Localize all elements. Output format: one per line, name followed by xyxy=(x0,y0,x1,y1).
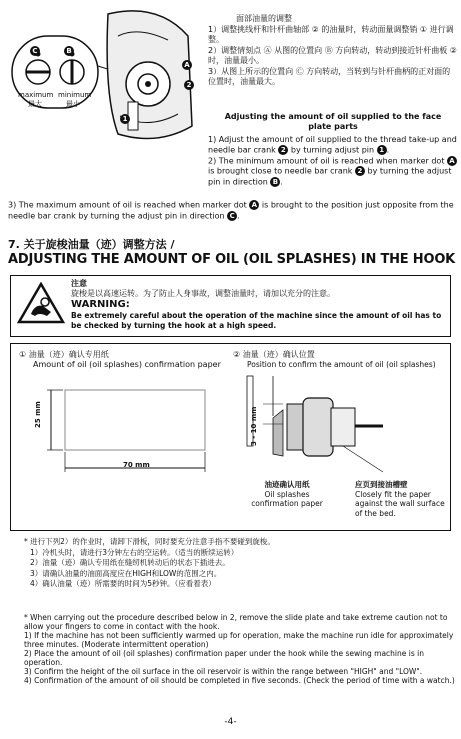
page-number: -4- xyxy=(224,717,237,727)
marker-1-badge: 1 xyxy=(377,145,387,155)
notes-cn-item: 1）冷机头时，请进行3分钟左右的空运转。（适当的断续运转） xyxy=(30,547,239,557)
warning-box xyxy=(10,275,451,337)
fit-paper-label xyxy=(355,480,445,518)
maximum-label: maximum xyxy=(18,91,54,99)
splash-paper-label-en1: Oil splashes xyxy=(264,489,310,499)
minimum-label: minimum xyxy=(58,91,92,99)
paper-width-dim: 70 mm xyxy=(123,461,150,469)
hook-title-en: Position to confirm the amount of oil (oil splashes) xyxy=(247,360,436,369)
oil-supply-item-3: 3) The maximum amount of oil is reached when marker dot A is brought to the position just opposite from the needle bar crank by turning the adjust pin in direction C . xyxy=(8,200,454,220)
notes-en-intro: * When carrying out the procedure described below in 2, remove the slide plate and take extreme caution not to allow your fingers to come in contact with the hook. xyxy=(24,613,448,631)
section-title xyxy=(8,238,458,267)
paper-height-dim: 25 mm xyxy=(34,401,42,428)
item2-text-c: by turning the adjust pin in direction xyxy=(208,166,452,186)
warning-text-en: Be extremely careful about the operation of the machine since the amount of oil has to be checked by turning the hook at a high speed. xyxy=(71,311,442,330)
hook-title-cn xyxy=(233,350,448,360)
marker-a-badge: A xyxy=(249,200,259,210)
notes-cn-item: 2）油量（迹）确认专用纸在缝纫机转动后的状态下插进去。 xyxy=(30,558,230,567)
notes-cn-intro-text: 进行下列2）的作业时，请卸下滑板，同时要充分注意手指不要碰到旋梭。 xyxy=(30,537,275,546)
oil-supply-item-cn: 2）调整情刻点 Ⓐ 从图的位置向 Ⓑ 方向转动，转动到接近针杆曲板 ② 时，油量最小。 xyxy=(208,45,457,65)
item1-text-b: by turning adjust pin xyxy=(290,145,375,155)
notes-cn xyxy=(24,537,454,590)
hook-title-cn-text: 油量（迹）确认位置 xyxy=(242,350,315,359)
warning-label-en: WARNING: xyxy=(71,299,130,310)
fit-paper-label-en: Closely fit the paper against the wall surface of the bed. xyxy=(355,489,445,518)
oil-adjust-figure xyxy=(8,6,198,156)
marker-2-label: 2 xyxy=(184,80,194,90)
marker-c-label: C xyxy=(30,46,40,56)
confirmation-panel xyxy=(10,343,451,531)
paper-title-en: Amount of oil (oil splashes) confirmation paper xyxy=(33,360,221,369)
item3-text-a: 3) The maximum amount of oil is reached when marker dot xyxy=(8,200,247,210)
marker-a-badge: A xyxy=(447,156,457,166)
notes-en-item: 4) Confirmation of the amount of oil should be completed in five seconds. (Check the period of time with a watch.) xyxy=(24,676,455,685)
item3-text-b: is brought to the position just opposite from the needle bar crank by turning the adjust pin in direction xyxy=(8,200,454,220)
item1-text-a: 1) Adjust the amount of oil supplied to the thread take-up and needle bar crank xyxy=(208,135,457,155)
minimum-label-cn: 最小 xyxy=(66,100,80,108)
warning-text xyxy=(71,279,446,330)
oil-supply-instructions-en xyxy=(208,112,458,187)
warning-text-cn: 旋梭是以高速运转。为了防止人身事故，调整油量时，请加以充分的注意。 xyxy=(71,289,335,298)
marker-2-badge: 2 xyxy=(278,145,288,155)
hook-num: ② xyxy=(233,350,241,359)
paper-num: ① xyxy=(19,350,27,359)
oil-supply-item-1: 1) Adjust the amount of oil supplied to the thread take-up and needle bar crank 2 by turning adjust pin 1 . xyxy=(208,135,457,155)
item2-text-b: is brought close to needle bar crank xyxy=(208,166,353,176)
marker-a-label: A xyxy=(182,60,192,70)
gap-dim: 3 - 10 mm xyxy=(250,406,258,446)
marker-2-badge: 2 xyxy=(355,166,365,176)
oil-supply-item-cn: 3）从图上所示的位置向 Ⓒ 方向转动，当转到与针杆曲柄的正对面的位置时，油量最大。 xyxy=(208,66,451,86)
oil-supply-heading-cn: 面部油量的调整 xyxy=(236,14,292,23)
section-title-en: ADJUSTING THE AMOUNT OF OIL (OIL SPLASHES) IN THE HOOK xyxy=(8,252,456,267)
marker-b-label: B xyxy=(64,46,74,56)
fit-paper-label-cn: 应页到接油槽壁 xyxy=(355,480,408,489)
marker-b-badge: B xyxy=(270,177,280,187)
oil-supply-item-2: 2) The minimum amount of oil is reached when marker dot A is brought close to needle bar crank 2 by turning the adjust pin in direction B . xyxy=(208,156,458,188)
marker-1-label: 1 xyxy=(120,114,130,124)
notes-en xyxy=(24,613,456,685)
hook-position-figure xyxy=(233,350,448,528)
notes-cn-item: 4）确认油量（迹）所需要的时间为5秒钟。（应看着表） xyxy=(30,579,216,588)
warning-label-cn: 注意 xyxy=(71,279,87,288)
item2-text-a: 2) The minimum amount of oil is reached when marker dot xyxy=(208,156,445,165)
splash-paper-label xyxy=(237,480,337,509)
oil-supply-item-cn: 1）调整挑线杆和针杆曲轴部 ② 的油量时，转动面量调整销 ① 进行调整。 xyxy=(208,24,454,44)
marker-c-badge: C xyxy=(227,211,237,221)
oil-supply-instructions-cn xyxy=(208,14,458,88)
splash-paper-label-en2: confirmation paper xyxy=(251,499,323,508)
section-title-cn: 7. 关于旋梭油量（迹）调整方法 / xyxy=(8,238,175,251)
notes-en-intro-text: When carrying out the procedure described below in 2, remove the slide plate and take extreme caution not to allow your fingers to come in contact with the hook. xyxy=(24,613,448,631)
confirmation-paper-figure xyxy=(19,350,229,490)
paper-title-cn xyxy=(19,350,229,360)
warning-hand-icon xyxy=(17,282,65,324)
maximum-label-cn: 最大 xyxy=(28,100,42,108)
notes-cn-intro: * 进行下列2）的作业时，请卸下滑板，同时要充分注意手指不要碰到旋梭。 xyxy=(24,537,275,546)
notes-cn-item: 3）请确认油量的油面高度应在HIGH和LOW的范围之内。 xyxy=(30,568,222,578)
paper-title-cn-text: 油量（迹）确认专用纸 xyxy=(28,350,109,359)
notes-en-item: 2) Place the amount of oil (oil splashes) confirmation paper under the hook while the sewing machine is in operation. xyxy=(24,649,424,667)
splash-paper-label-cn: 油迹确认用纸 xyxy=(264,480,310,489)
notes-en-item: 3) Confirm the height of the oil surface in the oil reservoir is within the range between "HIGH" and "LOW". xyxy=(24,667,423,676)
oil-supply-heading: Adjusting the amount of oil supplied to the face plate parts xyxy=(224,112,442,131)
notes-en-item: 1) If the machine has not been sufficiently warmed up for operation, make the machine run idle for approximately three minutes. (Moderate intermittent operation) xyxy=(24,631,454,649)
